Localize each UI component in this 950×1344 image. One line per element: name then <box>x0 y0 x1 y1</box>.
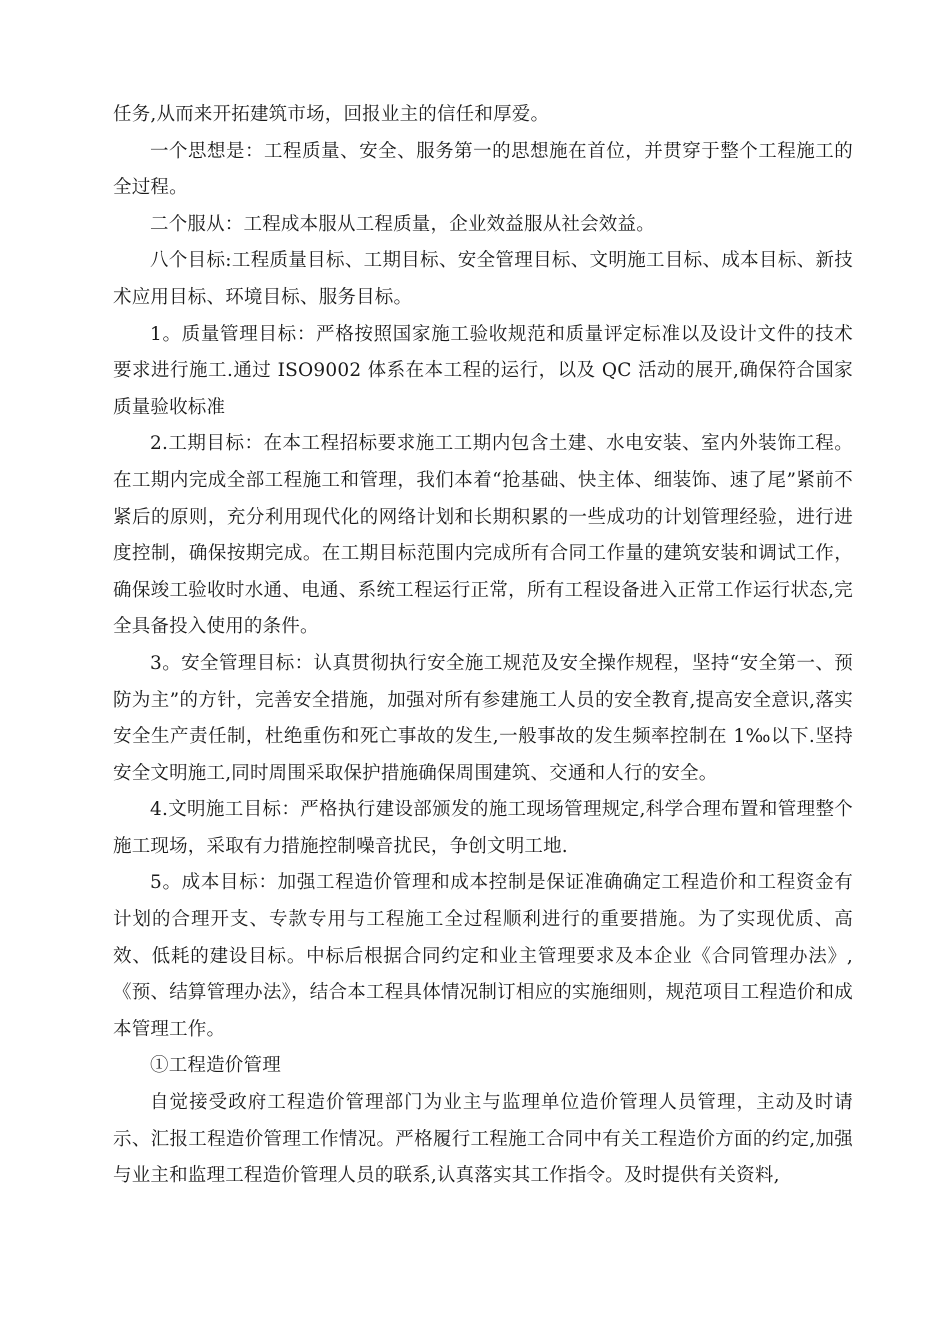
paragraph-eight-goals: 八个目标:工程质量目标、工期目标、安全管理目标、文明施工目标、成本目标、新技术应用目标、环境目标、服务目标。 <box>113 250 853 308</box>
section-heading-cost-management: ①工程造价管理 <box>150 1055 281 1077</box>
paragraph-one-thought: 一个思想是：工程质量、安全、服务第一的思想施在首位，并贯穿于整个工程施工的全过程。 <box>113 140 853 199</box>
paragraph-safety-goal: 3。安全管理目标：认真贯彻执行安全施工规范及安全操作规程，坚持“安全第一、预防为主”的方针，完善安全措施，加强对所有参建施工人员的安全教育,提高安全意识,落实安全生产责任制，杜绝重伤和死亡事故的发生,一般事故的发生频率控制在 1‰以下.坚持安全文明施工,同时周围采取保护措施确保周围建筑、交通和人行的安全。 <box>113 652 853 784</box>
paragraph-intro-continuation: 任务,从而来开拓建筑市场，回报业主的信任和厚爱。 <box>113 104 550 125</box>
paragraph-civilized-construction-goal: 4.文明施工目标：严格执行建设部颁发的施工现场管理规定,科学合理布置和管理整个施工现场，采取有力措施控制噪音扰民，争创文明工地. <box>113 799 853 857</box>
paragraph-cost-management-body: 自觉接受政府工程造价管理部门为业主与监理单位造价管理人员管理，主动及时请示、汇报工程造价管理工作情况。严格履行工程施工合同中有关工程造价方面的约定,加强与业主和监理工程造价管理人员的联系,认真落实其工作指令。及时提供有关资料, <box>113 1092 853 1187</box>
paragraph-two-obedience: 二个服从：工程成本服从工程质量，企业效益服从社会效益。 <box>150 213 655 235</box>
document-body <box>113 97 853 1195</box>
paragraph-cost-goal: 5。成本目标：加强工程造价管理和成本控制是保证准确确定工程造价和工程资金有计划的合理开支、专款专用与工程施工全过程顺利进行的重要措施。为了实现优质、高效、低耗的建设目标。中标后根据合同约定和业主管理要求及本企业《合同管理办法》,《预、结算管理办法》，结合本工程具体情况制订相应的实施细则，规范项目工程造价和成本管理工作。 <box>113 872 853 1040</box>
paragraph-schedule-goal: 2.工期目标：在本工程招标要求施工工期内包含土建、水电安装、室内外装饰工程。在工期内完成全部工程施工和管理，我们本着“抢基础、快主体、细装饰、速了尾”紧前不紧后的原则，充分利用现代化的网络计划和长期积累的一些成功的计划管理经验，进行进度控制，确保按期完成。在工期目标范围内完成所有合同工作量的建筑安装和调试工作，确保竣工验收时水通、电通、系统工程运行正常，所有工程设备进入正常工作运行状态,完全具备投入使用的条件。 <box>113 433 853 638</box>
paragraph-quality-goal: 1。质量管理目标：严格按照国家施工验收规范和质量评定标准以及设计文件的技术要求进行施工.通过 ISO9002 体系在本工程的运行，以及 QC 活动的展开,确保符合国家质量验收标准 <box>113 323 853 418</box>
